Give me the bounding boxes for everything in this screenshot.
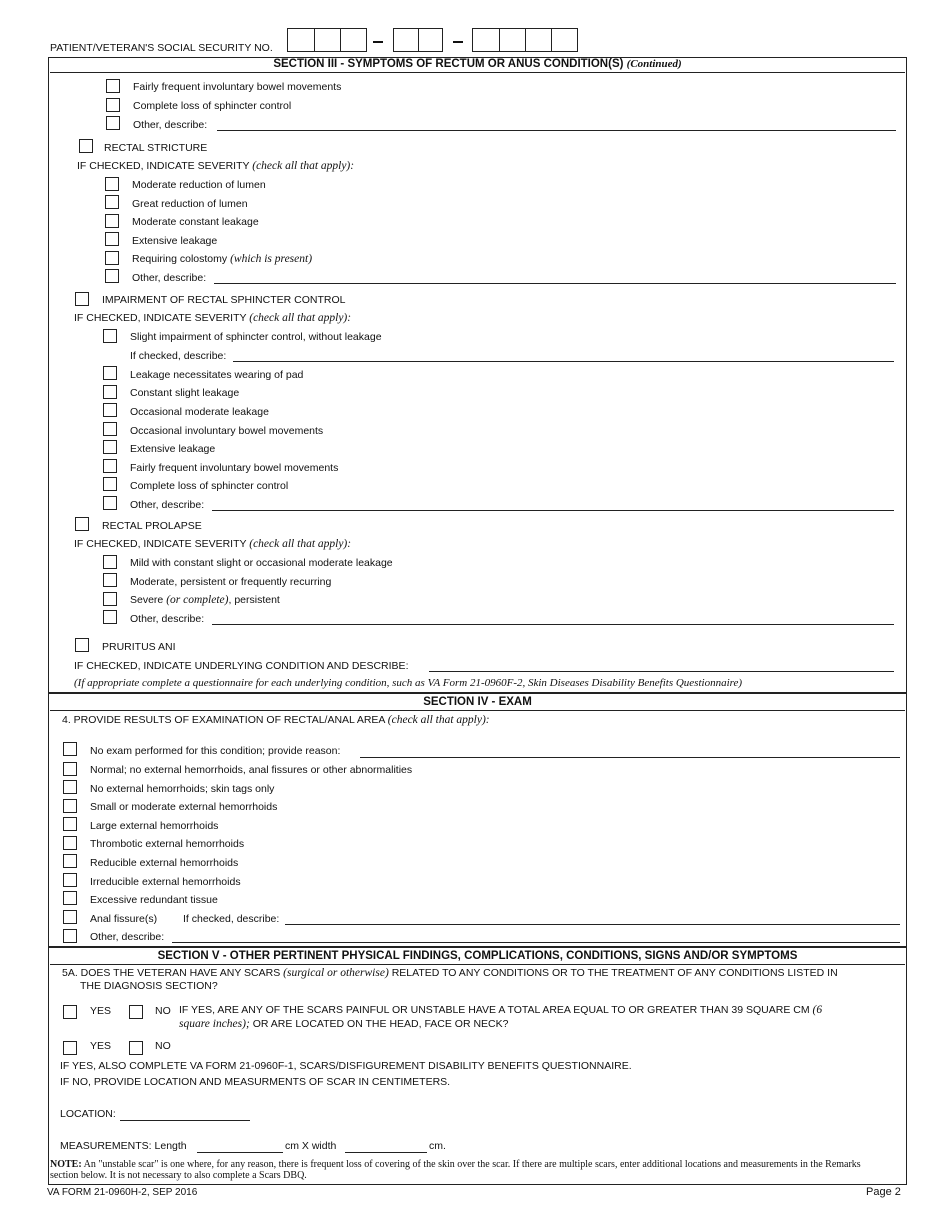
checkbox[interactable] — [105, 214, 119, 228]
question-5a-cont: THE DIAGNOSIS SECTION? — [80, 980, 218, 992]
checkbox[interactable] — [105, 232, 119, 246]
checkbox[interactable] — [103, 496, 117, 510]
option-label: Slight impairment of sphincter control, without leakage — [130, 331, 382, 343]
option-label: Extensive leakage — [130, 443, 216, 455]
option-label: Occasional involuntary bowel movements — [130, 425, 324, 437]
scar-note: NOTE: An "unstable scar" is one where, for any reason, there is frequent loss of covering of the skin over the scar. If there are multiple scars, enter additional locations and measurements in the Remarks section below. It is not necessary to also complete a Scars DBQ. — [50, 1159, 861, 1181]
checkbox[interactable] — [63, 836, 77, 850]
question-5a: 5A. DOES THE VETERAN HAVE ANY SCARS (surgical or otherwise) RELATED TO ANY CONDITIONS OR TO THE TREATMENT OF ANY CONDITIONS LISTED IN — [62, 967, 838, 979]
checkbox[interactable] — [103, 403, 117, 417]
cm-x-width-label: cm X width — [285, 1140, 337, 1152]
checkbox[interactable] — [105, 269, 119, 283]
no-label: NO — [155, 1040, 171, 1052]
checkbox[interactable] — [63, 742, 77, 756]
rectal-stricture-checkbox[interactable] — [79, 139, 93, 153]
section-3-title: SECTION III - SYMPTOMS OF RECTUM OR ANUS CONDITION(S) (Continued) — [273, 58, 682, 70]
option-label: Fairly frequent involuntary bowel movements — [133, 81, 342, 93]
describe-field[interactable] — [212, 624, 894, 625]
describe-field[interactable] — [233, 361, 894, 362]
length-field[interactable] — [197, 1152, 283, 1153]
option-label: Other, describe: — [130, 499, 205, 511]
impairment-checkbox[interactable] — [75, 292, 89, 306]
checkbox[interactable] — [103, 610, 117, 624]
measurements-label: MEASUREMENTS: Length — [60, 1140, 187, 1152]
option-label: No exam performed for this condition; provide reason: — [90, 745, 341, 757]
checkbox[interactable] — [103, 440, 117, 454]
checkbox[interactable] — [103, 366, 117, 380]
rectal-prolapse-label: RECTAL PROLAPSE — [102, 520, 202, 532]
checkbox[interactable] — [63, 817, 77, 831]
checkbox[interactable] — [63, 799, 77, 813]
checkbox[interactable] — [103, 329, 117, 343]
fissure-describe-field[interactable] — [285, 924, 900, 925]
describe-field[interactable] — [172, 942, 900, 943]
pruritus-ani-label: PRURITUS ANI — [102, 641, 176, 653]
yes-label: YES — [90, 1005, 112, 1017]
option-label: Complete loss of sphincter control — [130, 480, 289, 492]
ssn-field-part1[interactable] — [287, 28, 367, 52]
width-field[interactable] — [345, 1152, 427, 1153]
option-label: Other, describe: — [130, 613, 205, 625]
ssn-field-part2[interactable] — [393, 28, 443, 52]
option-label: Moderate constant leakage — [132, 216, 259, 228]
checkbox[interactable] — [103, 385, 117, 399]
severity-instruction: IF CHECKED, INDICATE SEVERITY (check all that apply): — [74, 312, 352, 324]
pruritus-ani-checkbox[interactable] — [75, 638, 89, 652]
question-painful: IF YES, ARE ANY OF THE SCARS PAINFUL OR UNSTABLE HAVE A TOTAL AREA EQUAL TO OR GREATER THAN 39 SQUARE CM (6 — [179, 1004, 823, 1016]
question-4: 4. PROVIDE RESULTS OF EXAMINATION OF RECTAL/ANAL AREA (check all that apply): — [62, 714, 490, 726]
no-checkbox[interactable] — [129, 1005, 143, 1019]
option-label: Complete loss of sphincter control — [133, 100, 292, 112]
checkbox[interactable] — [63, 873, 77, 887]
cm-label: cm. — [429, 1140, 446, 1152]
reason-field[interactable] — [360, 757, 900, 758]
describe-label: If checked, describe: — [130, 350, 227, 362]
underlying-label: IF CHECKED, INDICATE UNDERLYING CONDITION AND DESCRIBE: — [74, 660, 409, 672]
checkbox[interactable] — [63, 929, 77, 943]
checkbox[interactable] — [103, 573, 117, 587]
checkbox[interactable] — [103, 422, 117, 436]
describe-field[interactable] — [217, 130, 896, 131]
checkbox[interactable] — [106, 98, 120, 112]
option-label: Moderate, persistent or frequently recurring — [130, 576, 332, 588]
if-yes-instruction: IF YES, ALSO COMPLETE VA FORM 21-0960F-1, SCARS/DISFIGUREMENT DISABILITY BENEFITS QUESTIONNAIRE. — [60, 1060, 632, 1072]
no-label: NO — [155, 1005, 171, 1017]
option-label: No external hemorrhoids; skin tags only — [90, 783, 275, 795]
option-label: Other, describe: — [90, 931, 165, 943]
page-number: Page 2 — [866, 1186, 901, 1198]
option-label: Fairly frequent involuntary bowel movements — [130, 462, 339, 474]
question-painful-cont: square inches); OR ARE LOCATED ON THE HEAD, FACE OR NECK? — [179, 1018, 509, 1030]
section-5-title: SECTION V - OTHER PERTINENT PHYSICAL FINDINGS, COMPLICATIONS, CONDITIONS, SIGNS AND/OR SYMPTOMS — [157, 950, 798, 962]
ssn-dash — [373, 41, 383, 43]
option-label: Requiring colostomy (which is present) — [132, 253, 313, 265]
checkbox[interactable] — [103, 459, 117, 473]
checkbox[interactable] — [105, 195, 119, 209]
checkbox[interactable] — [63, 780, 77, 794]
ssn-label: PATIENT/VETERAN'S SOCIAL SECURITY NO. — [50, 42, 273, 54]
option-label: Moderate reduction of lumen — [132, 179, 266, 191]
location-label: LOCATION: — [60, 1108, 116, 1120]
checkbox[interactable] — [63, 910, 77, 924]
severity-instruction: IF CHECKED, INDICATE SEVERITY (check all that apply): — [74, 538, 352, 550]
yes-checkbox[interactable] — [63, 1041, 77, 1055]
rectal-stricture-label: RECTAL STRICTURE — [104, 142, 208, 154]
pruritus-note: (If appropriate complete a questionnaire for each underlying condition, such as VA Form 21-0960F-2, Skin Diseases Disability Benefits Questionnaire) — [74, 677, 743, 689]
section-4-title: SECTION IV - EXAM — [423, 696, 532, 708]
checkbox[interactable] — [105, 177, 119, 191]
yes-checkbox[interactable] — [63, 1005, 77, 1019]
option-label: Reducible external hemorrhoids — [90, 857, 239, 869]
ssn-field-part3[interactable] — [472, 28, 578, 52]
describe-field[interactable] — [212, 510, 894, 511]
ssn-dash — [453, 41, 463, 43]
checkbox[interactable] — [105, 251, 119, 265]
checkbox[interactable] — [103, 592, 117, 606]
option-label: Normal; no external hemorrhoids, anal fissures or other abnormalities — [90, 764, 413, 776]
option-label: Other, describe: — [132, 272, 207, 284]
option-label: Other, describe: — [133, 119, 208, 131]
underlying-condition-field[interactable] — [429, 671, 894, 672]
rectal-prolapse-checkbox[interactable] — [75, 517, 89, 531]
if-no-instruction: IF NO, PROVIDE LOCATION AND MEASURMENTS OF SCAR IN CENTIMETERS. — [60, 1076, 451, 1088]
checkbox[interactable] — [106, 79, 120, 93]
no-checkbox[interactable] — [129, 1041, 143, 1055]
option-label: Mild with constant slight or occasional moderate leakage — [130, 557, 393, 569]
option-label: Thrombotic external hemorrhoids — [90, 838, 245, 850]
option-label: Excessive redundant tissue — [90, 894, 218, 906]
form-id: VA FORM 21-0960H-2, SEP 2016 — [47, 1187, 198, 1198]
describe-field[interactable] — [214, 283, 896, 284]
option-label: Extensive leakage — [132, 235, 218, 247]
option-label: Constant slight leakage — [130, 387, 240, 399]
option-label: Occasional moderate leakage — [130, 406, 269, 418]
checkbox[interactable] — [63, 891, 77, 905]
severity-instruction: IF CHECKED, INDICATE SEVERITY (check all that apply): — [77, 160, 355, 172]
impairment-label: IMPAIRMENT OF RECTAL SPHINCTER CONTROL — [102, 294, 346, 306]
checkbox[interactable] — [63, 762, 77, 776]
option-label: Leakage necessitates wearing of pad — [130, 369, 304, 381]
checkbox[interactable] — [103, 477, 117, 491]
describe-label: If checked, describe: — [183, 913, 280, 925]
checkbox[interactable] — [106, 116, 120, 130]
option-label: Large external hemorrhoids — [90, 820, 219, 832]
option-label: Small or moderate external hemorrhoids — [90, 801, 278, 813]
option-label: Anal fissure(s) — [90, 913, 158, 925]
checkbox[interactable] — [63, 854, 77, 868]
option-label: Great reduction of lumen — [132, 198, 248, 210]
location-field[interactable] — [120, 1120, 250, 1121]
option-label: Severe (or complete), persistent — [130, 594, 280, 606]
option-label: Irreducible external hemorrhoids — [90, 876, 241, 888]
checkbox[interactable] — [103, 555, 117, 569]
yes-label: YES — [90, 1040, 112, 1052]
